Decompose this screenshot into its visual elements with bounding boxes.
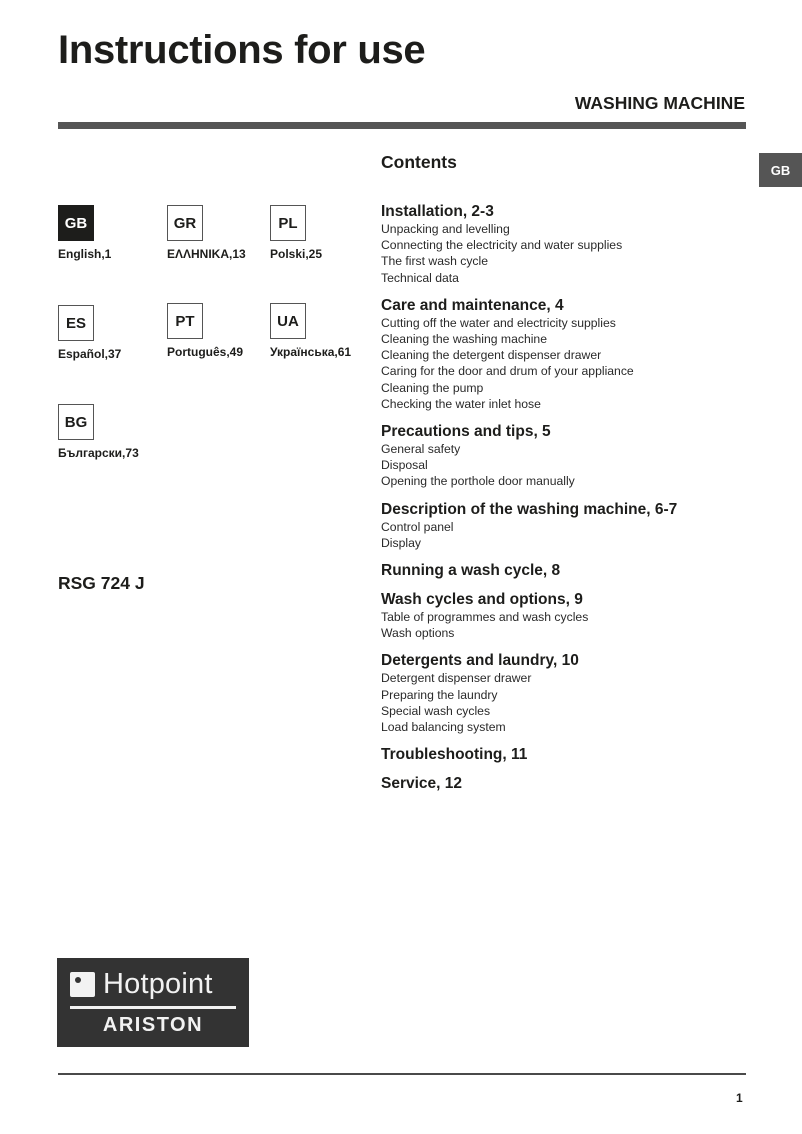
toc-heading[interactable]: Running a wash cycle, 8 — [381, 562, 561, 580]
toc-item[interactable]: Cutting off the water and electricity supplies — [381, 315, 616, 330]
language-label: English,1 — [58, 247, 112, 261]
table-of-contents — [381, 202, 761, 803]
toc-section-installation — [381, 202, 761, 286]
contents-heading: Contents — [381, 152, 457, 172]
document-subtitle: WASHING MACHINE — [574, 93, 745, 113]
toc-item[interactable]: Technical data — [381, 270, 459, 285]
language-label: ΕΛΛΗΝΙΚΑ,13 — [167, 247, 246, 261]
header-divider — [58, 122, 746, 129]
logo-top-row — [70, 969, 213, 999]
toc-item[interactable]: Preparing the laundry — [381, 687, 498, 702]
toc-section-service — [381, 774, 761, 793]
toc-item[interactable]: Wash options — [381, 626, 455, 641]
toc-section-precautions — [381, 422, 761, 490]
logo-sub-text: ARISTON — [102, 1014, 204, 1036]
language-label: Polski,25 — [270, 247, 323, 261]
toc-section-troubleshooting — [381, 745, 761, 764]
toc-item[interactable]: General safety — [381, 442, 461, 457]
toc-item[interactable]: Control panel — [381, 519, 454, 534]
language-code-box: GR — [167, 205, 203, 241]
language-english[interactable] — [58, 205, 168, 261]
toc-heading[interactable]: Detergents and laundry, 10 — [381, 652, 579, 670]
toc-heading[interactable]: Care and maintenance, 4 — [381, 296, 564, 314]
toc-section-care — [381, 296, 761, 412]
language-code-box: ES — [58, 305, 94, 341]
toc-section-description — [381, 500, 761, 551]
logo-brand-text: Hotpoint — [103, 968, 213, 1000]
language-bulgarian[interactable] — [58, 404, 168, 460]
toc-item[interactable]: Cleaning the detergent dispenser drawer — [381, 348, 602, 363]
toc-heading[interactable]: Installation, 2-3 — [381, 203, 494, 220]
toc-item[interactable]: Detergent dispenser drawer — [381, 671, 532, 686]
toc-heading[interactable]: Precautions and tips, 5 — [381, 423, 551, 441]
toc-item[interactable]: Table of programmes and wash cycles — [381, 610, 589, 625]
toc-item[interactable]: Caring for the door and drum of your appliance — [381, 364, 634, 379]
language-label: Português,49 — [167, 345, 244, 359]
logo-divider — [70, 1006, 236, 1009]
language-greek[interactable] — [167, 205, 277, 261]
toc-heading[interactable]: Wash cycles and options, 9 — [381, 591, 583, 609]
toc-item[interactable]: Special wash cycles — [381, 703, 491, 718]
hotpoint-ariston-logo — [57, 958, 249, 1047]
language-label: Українська,61 — [270, 345, 352, 359]
toc-item[interactable]: Cleaning the washing machine — [381, 332, 547, 347]
language-code-box: PT — [167, 303, 203, 339]
language-code-box: BG — [58, 404, 94, 440]
toc-item[interactable]: The first wash cycle — [381, 254, 489, 269]
language-code-box: GB — [58, 205, 94, 241]
toc-item[interactable]: Load balancing system — [381, 720, 506, 735]
language-portuguese[interactable] — [167, 303, 277, 359]
toc-item[interactable]: Connecting the electricity and water supplies — [381, 238, 623, 253]
language-label: Español,37 — [58, 347, 122, 361]
language-code-box: UA — [270, 303, 306, 339]
language-polish[interactable] — [270, 205, 380, 261]
toc-item[interactable]: Opening the porthole door manually — [381, 474, 575, 489]
toc-item[interactable]: Display — [381, 535, 421, 550]
language-side-tab: GB — [759, 153, 802, 187]
page-number: 1 — [736, 1091, 743, 1105]
toc-item[interactable]: Unpacking and levelling — [381, 222, 510, 236]
toc-section-wash-cycles — [381, 590, 761, 641]
toc-heading[interactable]: Description of the washing machine, 6-7 — [381, 500, 678, 518]
toc-section-detergents — [381, 651, 761, 735]
language-label: Български,73 — [58, 446, 139, 460]
toc-item[interactable]: Checking the water inlet hose — [381, 396, 541, 411]
toc-heading[interactable]: Service, 12 — [381, 775, 463, 793]
toc-item[interactable]: Cleaning the pump — [381, 380, 484, 395]
hotpoint-square-icon — [70, 972, 95, 997]
model-number: RSG 724 J — [58, 573, 145, 593]
language-ukrainian[interactable] — [270, 303, 380, 359]
language-spanish[interactable] — [58, 305, 168, 361]
document-title: Instructions for use — [58, 28, 426, 72]
toc-heading[interactable]: Troubleshooting, 11 — [381, 746, 528, 764]
footer-divider — [58, 1073, 746, 1075]
language-code-box: PL — [270, 205, 306, 241]
toc-item[interactable]: Disposal — [381, 458, 428, 473]
toc-section-running — [381, 561, 761, 580]
